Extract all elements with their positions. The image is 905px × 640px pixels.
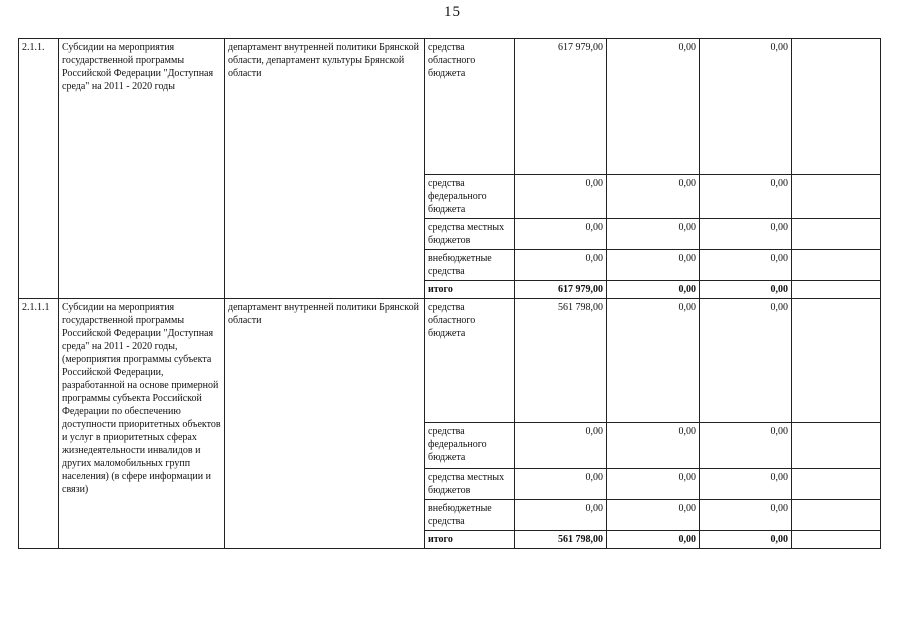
value-cell: 561 798,00: [515, 299, 607, 423]
value-cell: 0,00: [700, 299, 792, 423]
source-label: средства областного бюджета: [425, 39, 515, 175]
empty-cell: [792, 250, 881, 281]
empty-cell: [792, 423, 881, 469]
empty-cell: [792, 281, 881, 299]
value-cell: 617 979,00: [515, 39, 607, 175]
item-name: Субсидии на мероприятия государственной программы Российской Федерации "Доступная среда" на 2011 - 2020 годы: [59, 39, 225, 299]
value-cell: 0,00: [700, 219, 792, 250]
source-label: средства местных бюджетов: [425, 469, 515, 500]
item-executor: департамент внутренней политики Брянской области, департамент культуры Брянской области: [225, 39, 425, 299]
total-value: 0,00: [700, 281, 792, 299]
table-row: [19, 299, 881, 423]
total-value: 0,00: [607, 281, 700, 299]
empty-cell: [792, 500, 881, 531]
total-label: итого: [425, 531, 515, 549]
item-name: Субсидии на мероприятия государственной программы Российской Федерации "Доступная среда" на 2011 - 2020 годы, (мероприятия программы субъекта Российской Федерации, разработанной на основе примерной программы субъекта Российской Федерации по обеспечению доступности приоритетных объектов и услуг в приоритетных сферах жизнедеятельности инвалидов и других маломобильных групп населения) (в сфере информации и связи): [59, 299, 225, 549]
value-cell: 0,00: [607, 299, 700, 423]
value-cell: 0,00: [607, 500, 700, 531]
value-cell: 0,00: [607, 423, 700, 469]
total-value: 0,00: [607, 531, 700, 549]
total-label: итого: [425, 281, 515, 299]
page-number: 15: [444, 4, 461, 20]
source-label: внебюджетные средства: [425, 500, 515, 531]
value-cell: 0,00: [515, 175, 607, 219]
total-value: 0,00: [700, 531, 792, 549]
item-executor: департамент внутренней политики Брянской области: [225, 299, 425, 549]
value-cell: 0,00: [607, 39, 700, 175]
empty-cell: [792, 531, 881, 549]
source-label: средства федерального бюджета: [425, 175, 515, 219]
value-cell: 0,00: [700, 423, 792, 469]
value-cell: 0,00: [515, 500, 607, 531]
empty-cell: [792, 175, 881, 219]
empty-cell: [792, 299, 881, 423]
value-cell: 0,00: [607, 175, 700, 219]
value-cell: 0,00: [607, 219, 700, 250]
value-cell: 0,00: [700, 469, 792, 500]
value-cell: 0,00: [515, 423, 607, 469]
item-code: 2.1.1.1: [19, 299, 59, 549]
empty-cell: [792, 219, 881, 250]
value-cell: 0,00: [515, 219, 607, 250]
source-label: средства областного бюджета: [425, 299, 515, 423]
source-label: внебюджетные средства: [425, 250, 515, 281]
value-cell: 0,00: [515, 250, 607, 281]
budget-table: [18, 38, 881, 549]
value-cell: 0,00: [700, 250, 792, 281]
value-cell: 0,00: [607, 250, 700, 281]
item-code: 2.1.1.: [19, 39, 59, 299]
value-cell: 0,00: [700, 500, 792, 531]
total-value: 617 979,00: [515, 281, 607, 299]
empty-cell: [792, 39, 881, 175]
total-value: 561 798,00: [515, 531, 607, 549]
value-cell: 0,00: [607, 469, 700, 500]
table-row: [19, 39, 881, 175]
empty-cell: [792, 469, 881, 500]
value-cell: 0,00: [700, 39, 792, 175]
source-label: средства федерального бюджета: [425, 423, 515, 469]
value-cell: 0,00: [515, 469, 607, 500]
value-cell: 0,00: [700, 175, 792, 219]
source-label: средства местных бюджетов: [425, 219, 515, 250]
